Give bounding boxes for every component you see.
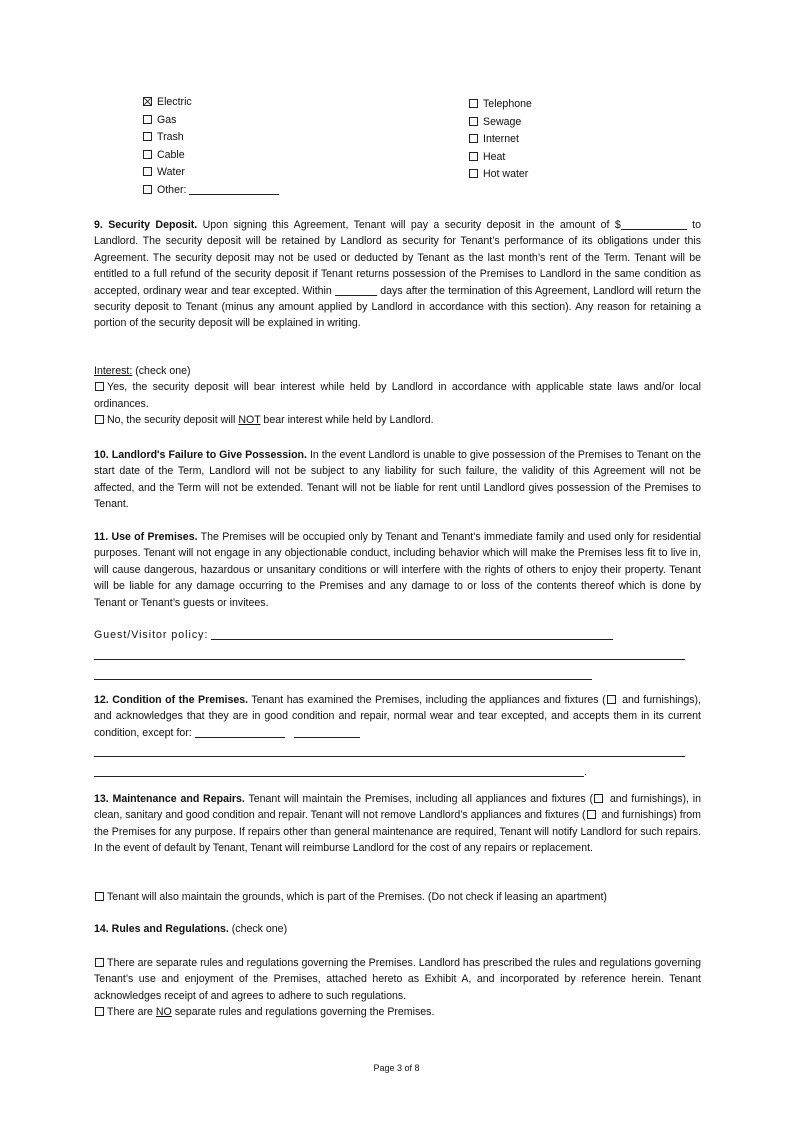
utilities-left-column bbox=[143, 94, 279, 200]
checked-box-icon[interactable] bbox=[143, 97, 152, 106]
interest-yes-option[interactable]: Yes, the security deposit will bear interest while held by Landlord in accordance with applicable state laws and/or local ordinances. bbox=[94, 381, 701, 410]
section-interest: Interest: (check one) Yes, the security deposit will bear interest while held by Landlord in accordance with applicable state laws and/or local ordinances. No, the security deposit will NOT bear interest while held by Landlord. bbox=[94, 363, 701, 429]
utility-cable[interactable]: Cable bbox=[143, 147, 279, 165]
checkbox-icon[interactable] bbox=[143, 185, 152, 194]
section-heading: 14. Rules and Regulations. bbox=[94, 923, 229, 935]
guest-policy-blank[interactable] bbox=[211, 629, 613, 640]
checkbox-icon[interactable] bbox=[143, 115, 152, 124]
section-heading: 12. Condition of the Premises. bbox=[94, 694, 249, 706]
utilities-right-column bbox=[469, 96, 532, 184]
other-utility-blank[interactable] bbox=[189, 184, 279, 195]
exception-line-3[interactable] bbox=[94, 766, 584, 777]
checkbox-icon[interactable] bbox=[143, 167, 152, 176]
utility-sewage[interactable]: Sewage bbox=[469, 114, 532, 132]
exception-blank-2[interactable] bbox=[294, 727, 360, 738]
rules-options bbox=[94, 955, 701, 1021]
section-maintenance-and-repairs: 13. Maintenance and Repairs. Tenant will maintain the Premises, including all appliances and fixtures ( and furnishings), in clean, sanitary and good condition and repair. Tenant will not remove Landlord’s appliances and fixtures ( and furnishings) from the Premises for any purpose. If repairs other than general maintenance are required, Tenant will notify Landlord for such repairs. In the event of default by Tenant, Tenant will reimburse Landlord for the cost of any repairs or replacement. bbox=[94, 793, 702, 855]
deposit-amount-blank[interactable] bbox=[621, 219, 687, 230]
checkbox-icon[interactable] bbox=[469, 99, 478, 108]
rules-none-option[interactable]: There are NO separate rules and regulations governing the Premises. bbox=[94, 1004, 701, 1020]
section-rules-and-regulations: 14. Rules and Regulations. (check one) bbox=[94, 923, 288, 935]
section-security-deposit: 9. Security Deposit. Upon signing this Agreement, Tenant will pay a security deposit in the amount of $ to Landlord. The security deposit will be retained by Landlord as security for Tenant’s performance of its obligations under this Agreement. The security deposit may not be used or deducted by Tenant as the last month’s rent of the Term. Tenant will be entitled to a full refund of the security deposit if Tenant returns possession of the Premises to Landlord in the same condition as accepted, ordinary wear and tear excepted. Within days after the termination of this Agreement, Landlord will return the security deposit to Tenant (minus any amount applied by Landlord in accordance with this section). Any reason for retaining a portion of the security deposit will be explained in writing. bbox=[94, 219, 701, 330]
utility-heat[interactable]: Heat bbox=[469, 149, 532, 167]
checkbox-icon[interactable] bbox=[143, 132, 152, 141]
checkbox-icon[interactable] bbox=[143, 150, 152, 159]
checkbox-icon[interactable] bbox=[95, 382, 104, 391]
utility-internet[interactable]: Internet bbox=[469, 131, 532, 149]
utility-trash[interactable]: Trash bbox=[143, 129, 279, 147]
utility-gas[interactable]: Gas bbox=[143, 112, 279, 130]
grounds-option[interactable]: Tenant will also maintain the grounds, which is part of the Premises. (Do not check if leasing an apartment) bbox=[94, 889, 701, 905]
utility-electric[interactable]: Electric bbox=[143, 94, 279, 112]
checkbox-icon[interactable] bbox=[95, 415, 104, 424]
checkbox-icon[interactable] bbox=[469, 134, 478, 143]
section-heading: 11. Use of Premises. bbox=[94, 531, 198, 543]
section-heading: 13. Maintenance and Repairs. bbox=[94, 793, 245, 805]
utility-telephone[interactable]: Telephone bbox=[469, 96, 532, 114]
section-heading: 9. Security Deposit. bbox=[94, 219, 198, 231]
checkbox-icon[interactable] bbox=[469, 117, 478, 126]
checkbox-icon[interactable] bbox=[607, 695, 616, 704]
section-heading: 10. Landlord's Failure to Give Possession. bbox=[94, 449, 307, 461]
checkbox-icon[interactable] bbox=[95, 1007, 104, 1016]
checkbox-icon[interactable] bbox=[587, 810, 596, 819]
guest-policy-line-3[interactable] bbox=[94, 669, 592, 680]
utility-hot-water[interactable]: Hot water bbox=[469, 166, 532, 184]
exception-blank[interactable] bbox=[195, 727, 285, 738]
guest-policy: Guest/Visitor policy: bbox=[94, 627, 701, 683]
guest-policy-line-2[interactable] bbox=[94, 649, 685, 660]
page-number: Page 3 of 8 bbox=[373, 1063, 420, 1073]
checkbox-icon[interactable] bbox=[469, 169, 478, 178]
interest-no-option[interactable]: No, the security deposit will NOT bear interest while held by Landlord. bbox=[94, 412, 701, 428]
utility-water[interactable]: Water bbox=[143, 164, 279, 182]
section-use-of-premises: 11. Use of Premises. The Premises will be occupied only by Tenant and Tenant’s immediate family and used only for residential purposes. Tenant will not engage in any objectionable conduct, including behavior which will make the Premises less fit to live in, will cause dangerous, hazardous or unsanitary conditions or will interfere with the rights of others to enjoy their property. Tenant will be liable for any damage occurring to the Premises and any damage to or loss of the contents thereof which is done by Tenant or Tenant’s guests or invitees. bbox=[94, 531, 702, 609]
checkbox-icon[interactable] bbox=[469, 152, 478, 161]
section-condition-of-premises: 12. Condition of the Premises. Tenant has examined the Premises, including the appliances and fixtures ( and furnishings), and acknowledges that they are in good condition and repair, normal wear and tear excepted, and accepts them in its current condition, except for: . bbox=[94, 694, 702, 778]
checkbox-icon[interactable] bbox=[594, 794, 603, 803]
checkbox-icon[interactable] bbox=[95, 958, 104, 967]
rules-separate-option[interactable]: There are separate rules and regulations governing the Premises. Landlord has prescribed the rules and regulations governing Tenant’s use and enjoyment of the Premises, attached hereto as Exhibit A, and incorporated by reference herein. Tenant acknowledges receipt of and agrees to adhere to such regulations. bbox=[94, 957, 701, 1002]
exception-line-2[interactable] bbox=[94, 746, 685, 757]
section-failure-to-give-possession: 10. Landlord's Failure to Give Possession. In the event Landlord is unable to give possession of the Premises to Tenant on the start date of the Term, Landlord will not be subject to any liability for such failure, the validity of this Agreement will not be affected, and the Term will not be extended. Tenant will not be liable for rent until Landlord gives possession of the Premises to Tenant. bbox=[94, 449, 701, 511]
checkbox-icon[interactable] bbox=[95, 892, 104, 901]
utility-other[interactable]: Other: bbox=[143, 182, 279, 200]
return-days-blank[interactable] bbox=[335, 285, 377, 296]
